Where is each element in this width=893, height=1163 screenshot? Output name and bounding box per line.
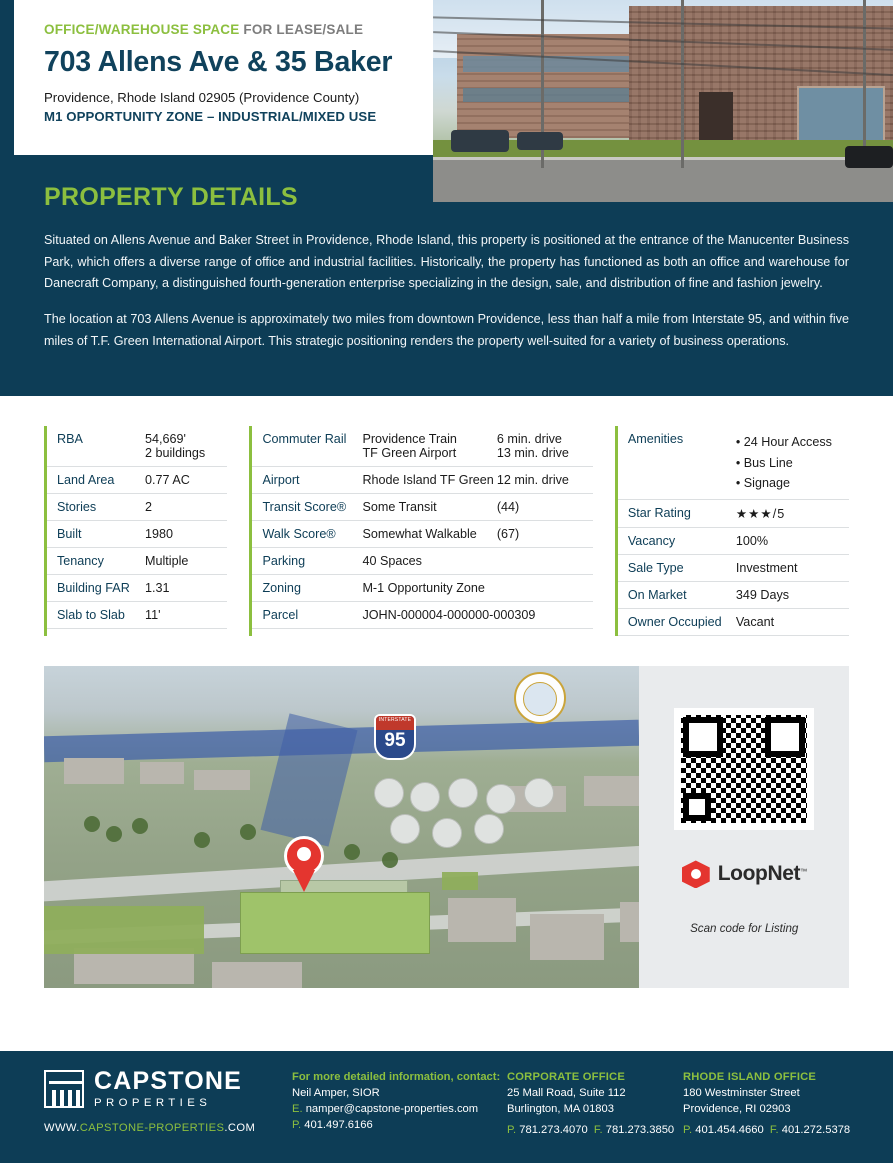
ri-address-line-1: 180 Westminster Street <box>683 1087 800 1099</box>
ri-address-line-2: Providence, RI 02903 <box>683 1103 791 1115</box>
ri-phone-row <box>683 1124 859 1136</box>
spec-value: M-1 Opportunity Zone <box>362 581 485 596</box>
map-tree <box>106 826 122 842</box>
contact-name: Neil Amper, SIOR <box>292 1087 380 1099</box>
fax-label: F. <box>769 1124 779 1136</box>
spec-value: Somewhat Walkable <box>362 527 477 542</box>
website-domain: CAPSTONE-PROPERTIES <box>79 1122 225 1134</box>
corporate-phone-row <box>507 1124 683 1136</box>
spec-value: 54,669' <box>145 432 186 447</box>
spec-row <box>47 426 227 467</box>
spec-label: Amenities <box>627 432 684 447</box>
corporate-address-line-1: 25 Mall Road, Suite 112 <box>507 1087 626 1099</box>
spec-value-secondary: TF Green Airport <box>362 446 457 461</box>
spec-label: Commuter Rail <box>262 432 347 447</box>
spec-label: Vacancy <box>627 534 676 549</box>
spec-value: Providence Train <box>362 432 457 447</box>
ri-office-heading: RHODE ISLAND OFFICE <box>683 1071 817 1083</box>
footer-contact-block <box>292 1069 507 1163</box>
specs-column-transit <box>249 426 592 636</box>
spec-row <box>47 494 227 521</box>
spec-value: 11' <box>145 608 161 623</box>
header-eyebrow-primary: OFFICE/WAREHOUSE SPACE <box>44 22 240 37</box>
hero-parked-car-3 <box>845 146 893 168</box>
property-details-paragraph-2: The location at 703 Allens Avenue is approximately two miles from downtown Providence, less than half a mile from Interstate 95, and within five miles of T.F. Green International Airport. This strategic positioning renders the property well-suited for a variety of business operations. <box>44 311 849 348</box>
map-tree <box>344 844 360 860</box>
map-storage-tank <box>410 782 440 812</box>
footer-rhode-island-office <box>683 1069 859 1163</box>
spec-label: Built <box>57 527 82 542</box>
loopnet-name: LoopNet <box>717 862 801 886</box>
hero-utility-pole-2 <box>681 0 684 168</box>
star-rating-value: ★★★/5 <box>735 507 786 522</box>
hero-parked-car-2 <box>517 132 563 150</box>
property-zone: M1 OPPORTUNITY ZONE – INDUSTRIAL/MIXED USE <box>44 109 377 124</box>
ri-fax: 401.272.5378 <box>781 1124 851 1136</box>
qr-code[interactable] <box>674 708 814 830</box>
map-subject-parcel <box>240 892 430 954</box>
spec-value-secondary: 2 buildings <box>145 446 206 461</box>
spec-row <box>47 548 227 575</box>
spec-label: Transit Score® <box>262 500 347 515</box>
spec-row <box>252 467 592 494</box>
hero-storefront-window <box>797 86 885 142</box>
spec-label: Walk Score® <box>262 527 336 542</box>
contact-phone-row[interactable] <box>292 1119 507 1131</box>
specs-column-basic <box>44 426 227 636</box>
map-greenspace <box>44 906 204 954</box>
spec-row <box>252 521 592 548</box>
phone-label: P. <box>507 1124 517 1136</box>
map-storage-tank <box>474 814 504 844</box>
email-label: E. <box>292 1103 303 1115</box>
spec-value: Rhode Island TF Green <box>362 473 494 488</box>
phone-label: P. <box>683 1124 693 1136</box>
map-sidebar <box>639 666 849 988</box>
loopnet-trademark: ™ <box>800 869 807 877</box>
page-title: 703 Allens Ave & 35 Baker <box>44 46 393 78</box>
footer-corporate-office <box>507 1069 683 1163</box>
website-suffix: .COM <box>224 1122 256 1134</box>
shield-highway-number: 95 <box>384 730 406 752</box>
subject-property-pin-icon[interactable] <box>284 836 324 892</box>
page-header <box>0 0 893 155</box>
loopnet-wordmark <box>718 862 807 886</box>
qr-finder-icon <box>683 793 711 821</box>
map-storage-tank <box>374 778 404 808</box>
property-details-paragraph-1: Situated on Allens Avenue and Baker Street in Providence, Rhode Island, this property is positioned at the entrance of the Manucenter Business Park, which offers a diverse range of office and industrial facilities. Historically, the property has functioned as both an office and warehouse for Danecraft Company, a distinguished fourth-generation enterprise specializing in the design, sale, and distribution of fine and fashion jewelry. <box>44 233 849 291</box>
spec-label: On Market <box>627 588 687 603</box>
header-eyebrow-secondary: FOR LEASE/SALE <box>243 22 364 37</box>
spec-label: Tenancy <box>57 554 104 569</box>
spec-label: Slab to Slab <box>57 608 125 623</box>
hero-street <box>433 160 893 202</box>
map-tree <box>84 816 100 832</box>
spec-row <box>47 575 227 602</box>
city-seal-icon <box>514 672 566 724</box>
header-eyebrow <box>44 22 440 37</box>
map-building-block <box>212 962 302 988</box>
interstate-95-shield-icon <box>374 714 416 760</box>
spec-row <box>618 555 849 582</box>
company-tagline: PROPERTIES <box>94 1097 212 1109</box>
corporate-address-line-2: Burlington, MA 01803 <box>507 1103 614 1115</box>
list-item: • Signage <box>735 476 790 491</box>
spec-label: Parcel <box>262 608 299 623</box>
company-name: CAPSTONE <box>94 1067 243 1095</box>
corporate-fax: 781.273.3850 <box>605 1124 675 1136</box>
page-footer <box>0 1051 893 1163</box>
website-prefix: WWW. <box>44 1122 80 1134</box>
spec-value-drive-time: 6 min. drive <box>496 432 562 447</box>
spec-row <box>252 548 592 575</box>
hero-building-left <box>457 34 637 138</box>
list-item: • Bus Line <box>735 455 793 470</box>
property-details-heading: PROPERTY DETAILS <box>44 183 298 211</box>
footer-logo-block <box>44 1069 292 1163</box>
corporate-phone[interactable]: 781.273.4070 <box>519 1124 588 1136</box>
spec-value: Vacant <box>735 615 775 630</box>
spec-label: Building FAR <box>57 581 130 596</box>
aerial-map[interactable] <box>44 666 639 988</box>
spec-value: 40 Spaces <box>362 554 422 569</box>
spec-row <box>47 602 227 629</box>
spec-value-drive-time-secondary: 13 min. drive <box>496 446 569 461</box>
spec-row <box>252 602 592 629</box>
spec-value-drive-time: 12 min. drive <box>496 473 569 488</box>
map-tree <box>240 824 256 840</box>
map-storage-tank <box>390 814 420 844</box>
spec-row <box>47 467 227 494</box>
spec-row <box>618 609 849 636</box>
property-location: Providence, Rhode Island 02905 (Providence County) <box>44 90 360 105</box>
hero-photo <box>433 0 893 202</box>
fax-label: F. <box>593 1124 603 1136</box>
company-website[interactable] <box>44 1122 292 1134</box>
hero-window-strip-2 <box>463 88 631 102</box>
spec-label: Airport <box>262 473 300 488</box>
spec-row <box>618 500 849 528</box>
specs-column-amenities <box>615 426 849 636</box>
spec-row <box>252 494 592 521</box>
map-building-block <box>530 914 604 960</box>
hero-utility-pole-3 <box>863 0 866 168</box>
spec-row <box>252 426 592 467</box>
map-tree <box>194 832 210 848</box>
map-building-block <box>448 898 516 942</box>
spec-label: Land Area <box>57 473 115 488</box>
list-item: • 24 Hour Access <box>735 435 832 450</box>
spec-row <box>252 575 592 602</box>
header-accent-bar <box>0 0 14 155</box>
map-storage-tank <box>448 778 478 808</box>
specs-tables <box>0 396 893 636</box>
spec-value: Investment <box>735 561 798 576</box>
loopnet-logo <box>682 860 807 888</box>
map-tree <box>132 818 148 834</box>
spec-value: Some Transit <box>362 500 437 515</box>
spec-value: 1980 <box>145 527 174 542</box>
hero-parked-car-1 <box>451 130 509 152</box>
spec-value: 0.77 AC <box>145 473 190 488</box>
contact-phone[interactable]: 401.497.6166 <box>304 1119 373 1131</box>
map-building-block <box>194 770 250 790</box>
scan-caption: Scan code for Listing <box>690 922 799 936</box>
map-building-block <box>620 902 639 942</box>
map-building-block <box>584 776 639 806</box>
spec-row <box>618 426 849 500</box>
spec-value: JOHN-000004-000000-000309 <box>362 608 536 623</box>
spec-label: Parking <box>262 554 306 569</box>
spec-value: 349 Days <box>735 588 790 603</box>
ri-phone[interactable]: 401.454.4660 <box>695 1124 764 1136</box>
qr-code-pattern <box>681 715 807 823</box>
spec-value: 1.31 <box>145 581 170 596</box>
hero-entry-door <box>699 92 733 146</box>
contact-email-row[interactable] <box>292 1103 507 1115</box>
spec-value: 2 <box>145 500 153 515</box>
spec-row <box>618 528 849 555</box>
spec-label: RBA <box>57 432 83 447</box>
corporate-office-heading: CORPORATE OFFICE <box>507 1071 625 1083</box>
map-building-block <box>140 762 184 784</box>
spec-label: Sale Type <box>627 561 684 576</box>
capstone-logo-icon <box>44 1070 84 1108</box>
spec-value: Multiple <box>145 554 189 569</box>
phone-label: P. <box>292 1119 302 1131</box>
spec-label: Owner Occupied <box>627 615 722 630</box>
header-text-block <box>0 0 440 155</box>
spec-row <box>618 582 849 609</box>
spec-label: Star Rating <box>627 506 691 521</box>
shield-interstate-label: INTERSTATE <box>378 717 412 724</box>
spec-value-score: (67) <box>496 527 520 542</box>
map-greenspace <box>442 872 478 890</box>
map-building-block <box>64 758 124 784</box>
amenities-list <box>736 432 832 493</box>
spec-value-score: (44) <box>496 500 520 515</box>
spec-label: Stories <box>57 500 97 515</box>
map-section <box>44 666 849 988</box>
spec-row <box>47 521 227 548</box>
loopnet-mark-icon <box>682 860 710 888</box>
contact-heading: For more detailed information, contact: <box>292 1071 501 1083</box>
map-storage-tank <box>432 818 462 848</box>
contact-email[interactable]: namper@capstone-properties.com <box>305 1103 479 1115</box>
spec-value: 100% <box>735 534 769 549</box>
spec-label: Zoning <box>262 581 301 596</box>
